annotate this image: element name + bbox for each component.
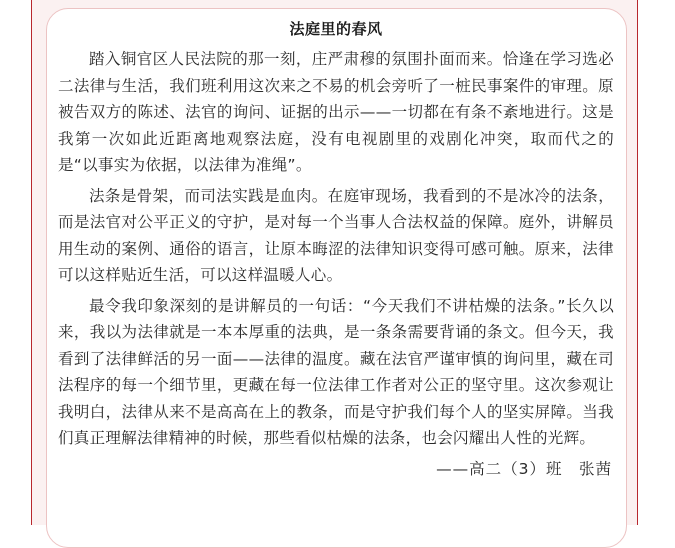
article-title: 法庭里的春风 [289, 20, 383, 38]
article-paragraph-2: 法条是骨架，而司法实践是血肉。在庭审现场，我看到的不是冰冷的法条，而是法官对公平正义的守护，是对每一个当事人合法权益的保障。庭外，讲解员用生动的案例、通俗的语言，让原本晦涩的法律知识变得可感可触。原来，法律可以这样贴近生活，可以这样温暖人心。 [58, 186, 614, 284]
article-paragraph-3: 最令我印象深刻的是讲解员的一句话：“今天我们不讲枯燥的法条。”长久以来，我以为法律就是一本本厚重的法典，是一条条需要背诵的条文。但今天，我看到了法律鲜活的另一面——法律的温度。藏在法官严谨审慎的询问里，藏在司法程序的每一个细节里，更藏在每一位法律工作者对公正的坚守里。这次参观让我明白，法律从来不是高高在上的教条，而是守护我们每个人的坚实屏障。当我们真正理解法律精神的时候，那些看似枯燥的法条，也会闪耀出人性的光辉。 [58, 296, 614, 447]
article-paragraph-1: 踏入铜官区人民法院的那一刻，庄严肃穆的氛围扑面而来。恰逢在学习选必二法律与生活，我们班利用这次来之不易的机会旁听了一桩民事案件的审理。原被告双方的陈述、法官的询问、证据的出示——一切都在有条不紊地进行。这是我第一次如此近距离地观察法庭，没有电视剧里的戏剧化冲突，取而代之的是“以事实为依据，以法律为准绳”。 [58, 50, 614, 174]
article-body [58, 19, 614, 482]
author-signature: ——高二（3）班 张茜 [436, 459, 612, 478]
